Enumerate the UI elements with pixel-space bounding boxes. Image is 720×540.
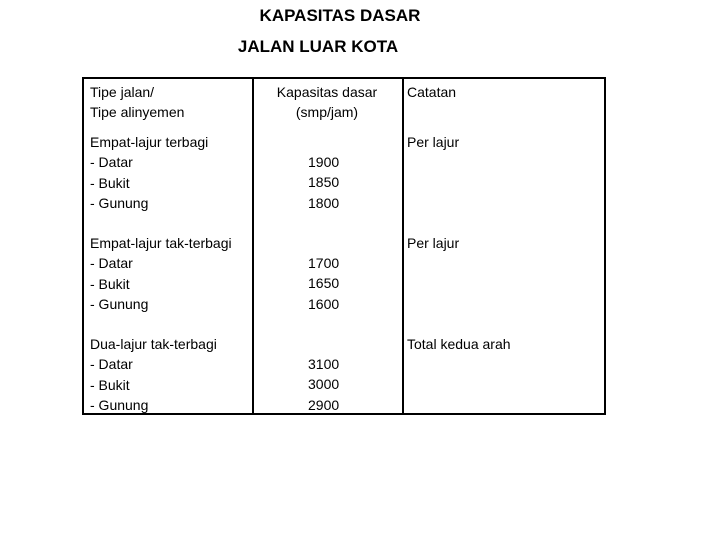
capacity-values bbox=[308, 354, 339, 415]
road-type-group bbox=[90, 132, 208, 213]
note-text: Total kedua arah bbox=[407, 336, 511, 352]
column-divider bbox=[402, 79, 404, 413]
header-capacity bbox=[252, 82, 402, 123]
header-notes-label: Catatan bbox=[407, 84, 457, 100]
road-type-label: Empat-lajur tak-terbagi bbox=[90, 235, 232, 251]
road-type-label: Dua-lajur tak-terbagi bbox=[90, 336, 217, 352]
header-notes bbox=[407, 82, 456, 102]
note-text: Per lajur bbox=[407, 235, 460, 251]
road-type-group bbox=[90, 233, 232, 314]
terrain-label: - Bukit bbox=[90, 376, 130, 393]
terrain-label: - Datar bbox=[90, 356, 133, 373]
note-cell bbox=[407, 233, 459, 253]
page-title: KAPASITAS DASAR bbox=[259, 6, 421, 25]
terrain-label: - Gunung bbox=[90, 194, 149, 211]
capacity-values bbox=[308, 253, 339, 314]
terrain-label: - Bukit bbox=[90, 174, 130, 191]
road-type-group bbox=[90, 334, 217, 415]
capacity-value: 3000 bbox=[308, 376, 340, 393]
terrain-label: - Bukit bbox=[90, 275, 130, 292]
terrain-label: - Gunung bbox=[90, 396, 149, 413]
header-capacity-line1: Kapasitas dasar bbox=[276, 84, 378, 100]
header-road-type bbox=[90, 82, 184, 123]
capacity-value: 1600 bbox=[308, 295, 340, 312]
terrain-label: - Datar bbox=[90, 154, 133, 171]
note-cell bbox=[407, 132, 459, 152]
capacity-value: 1850 bbox=[308, 174, 340, 191]
note-cell bbox=[407, 334, 511, 354]
capacity-value: 1650 bbox=[308, 275, 340, 292]
terrain-label: - Datar bbox=[90, 255, 133, 272]
note-text: Per lajur bbox=[407, 134, 460, 150]
capacity-value: 1900 bbox=[308, 154, 340, 170]
capacity-value: 1700 bbox=[308, 255, 340, 271]
road-type-label: Empat-lajur terbagi bbox=[90, 134, 209, 150]
capacity-value: 2900 bbox=[308, 396, 340, 413]
header-capacity-line2: (smp/jam) bbox=[295, 104, 359, 121]
terrain-label: - Gunung bbox=[90, 295, 149, 312]
header-road-type-line2: Tipe alinyemen bbox=[90, 104, 185, 121]
page-subtitle: JALAN LUAR KOTA bbox=[237, 37, 399, 56]
capacity-values bbox=[308, 152, 339, 213]
column-divider bbox=[252, 79, 254, 413]
capacity-value: 3100 bbox=[308, 356, 340, 372]
header-road-type-line1: Tipe jalan/ bbox=[90, 84, 155, 100]
capacity-value: 1800 bbox=[308, 194, 340, 211]
capacity-table bbox=[82, 77, 606, 415]
